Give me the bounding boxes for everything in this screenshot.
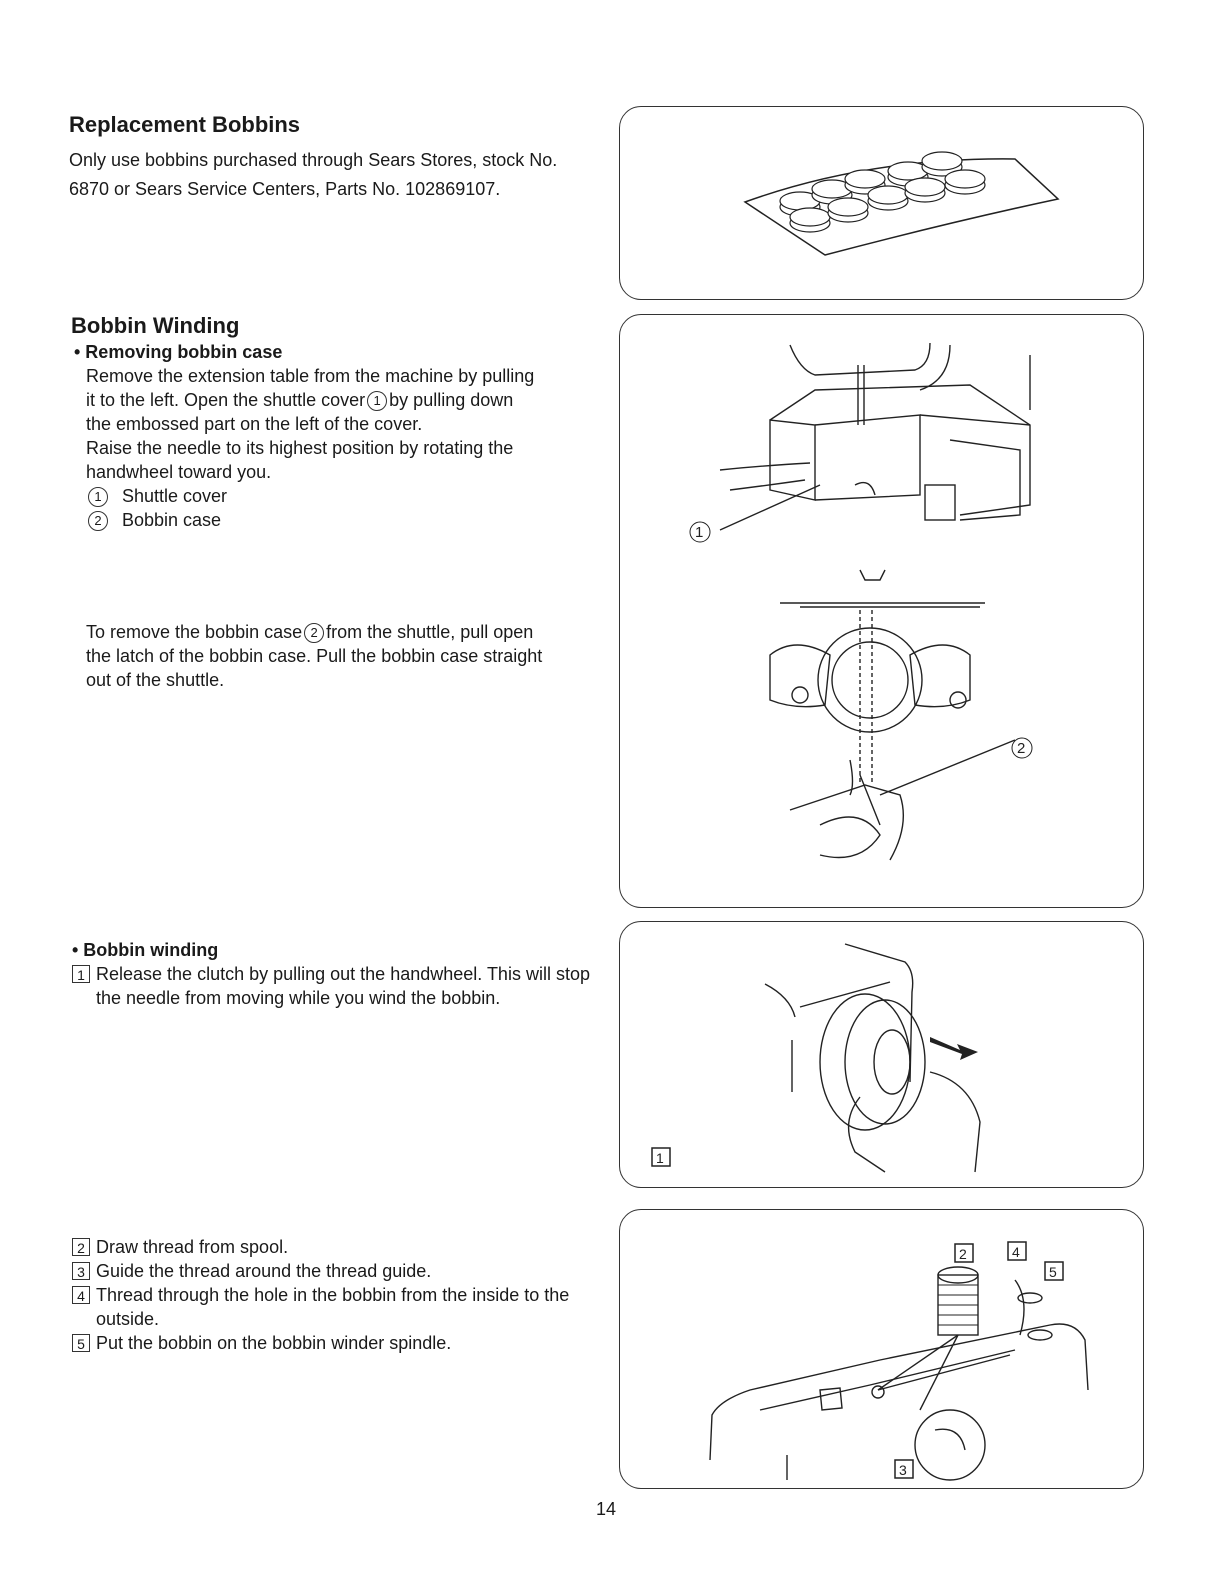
step-2: 2 Draw thread from spool. bbox=[72, 1235, 597, 1259]
removing-line-5: handwheel toward you. bbox=[86, 462, 272, 482]
fig2-callout-1: 1 bbox=[695, 524, 704, 541]
removing-line-3: the embossed part on the left of the cover. bbox=[86, 414, 423, 434]
replacement-line-2: 6870 or Sears Service Centers, Parts No. 102869107. bbox=[69, 179, 501, 199]
bobbins-pack-illustration bbox=[620, 107, 1145, 301]
fig4-callout-3: 3 bbox=[899, 1462, 907, 1478]
replacement-text bbox=[69, 146, 609, 204]
legend-item-shuttle-cover: 1 Shuttle cover bbox=[86, 484, 606, 508]
page-number: 14 bbox=[596, 1499, 617, 1519]
replacement-line-1: Only use bobbins purchased through Sears Stores, stock No. bbox=[69, 150, 558, 170]
remove-case-line-2: the latch of the bobbin case. Pull the bobbin case straight bbox=[86, 646, 543, 666]
handwheel-illustration bbox=[620, 922, 1145, 1189]
removing-line-1: Remove the extension table from the machine by pulling bbox=[86, 366, 535, 386]
removing-heading: • Removing bobbin case bbox=[74, 342, 283, 362]
figure-bobbins-pack bbox=[619, 106, 1144, 300]
remove-case-line-3: out of the shuttle. bbox=[86, 670, 225, 690]
removing-line-2: it to the left. Open the shuttle cover 1 by pulling down bbox=[86, 390, 514, 410]
removing-text bbox=[86, 364, 606, 532]
remove-case-line-1: To remove the bobbin case 2 from the shuttle, pull open bbox=[86, 622, 534, 642]
figure-bobbin-winding bbox=[619, 1209, 1144, 1489]
fig4-callout-5: 5 bbox=[1049, 1264, 1057, 1280]
step-1: 1 Release the clutch by pulling out the handwheel. This will stop the needle from moving while you wind the bobbin. bbox=[72, 962, 596, 1010]
callout-1-inline: 1 bbox=[367, 391, 387, 411]
figure-removing-bobbin-case bbox=[619, 314, 1144, 908]
bobbin-winding-heading: • Bobbin winding bbox=[72, 940, 219, 960]
steps-list bbox=[72, 1235, 597, 1355]
fig2-callout-2: 2 bbox=[1017, 740, 1026, 757]
bobbin-winding-illustration bbox=[620, 1210, 1145, 1490]
winding-title: Bobbin Winding bbox=[71, 313, 240, 338]
removing-line-4: Raise the needle to its highest position by rotating the bbox=[86, 438, 514, 458]
fig4-callout-4: 4 bbox=[1012, 1244, 1020, 1260]
step-4: 4 Thread through the hole in the bobbin from the inside to the outside. bbox=[72, 1283, 597, 1331]
fig3-callout-1: 1 bbox=[656, 1150, 664, 1166]
callout-2-inline: 2 bbox=[304, 623, 324, 643]
removing-case-illustration bbox=[620, 315, 1145, 909]
remove-case-text bbox=[86, 620, 606, 692]
step-1-number: 1 bbox=[72, 965, 90, 983]
step-5: 5 Put the bobbin on the bobbin winder spindle. bbox=[72, 1331, 597, 1355]
fig4-callout-2: 2 bbox=[959, 1246, 967, 1262]
figure-handwheel bbox=[619, 921, 1144, 1188]
legend-item-bobbin-case: 2 Bobbin case bbox=[86, 508, 606, 532]
step-3: 3 Guide the thread around the thread guide. bbox=[72, 1259, 597, 1283]
replacement-title: Replacement Bobbins bbox=[69, 112, 301, 137]
